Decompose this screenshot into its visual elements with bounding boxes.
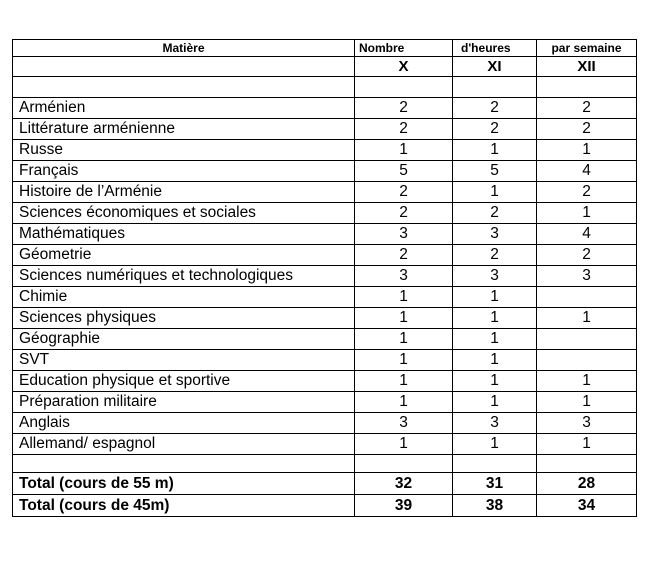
hours-cell-xi: 1 — [453, 350, 537, 371]
hours-header-word-1: Nombre — [355, 40, 453, 57]
total-cell-xi: 38 — [453, 495, 537, 517]
total-label: Total (cours de 55 m) — [13, 473, 355, 495]
hours-cell-xii: 1 — [537, 308, 637, 329]
hours-cell-xi: 1 — [453, 182, 537, 203]
table-row — [13, 203, 637, 224]
table-row — [13, 392, 637, 413]
subject-cell: Anglais — [13, 413, 355, 434]
hours-cell-xii: 1 — [537, 203, 637, 224]
total-cell-x: 32 — [355, 473, 453, 495]
hours-cell-xii: 4 — [537, 224, 637, 245]
grade-header-xii: XII — [537, 57, 637, 77]
total-row — [13, 473, 637, 495]
header-row-labels — [13, 40, 637, 57]
hours-header-word-3: par semaine — [537, 40, 637, 57]
hours-cell-xii: 1 — [537, 392, 637, 413]
hours-cell-xi: 1 — [453, 371, 537, 392]
hours-cell-xi: 1 — [453, 140, 537, 161]
hours-cell-xii: 2 — [537, 182, 637, 203]
total-cell-x: 39 — [355, 495, 453, 517]
spacer-cell — [355, 455, 453, 473]
hours-cell-xii: 4 — [537, 161, 637, 182]
subject-cell: Sciences physiques — [13, 308, 355, 329]
table-row — [13, 266, 637, 287]
hours-cell-xii: 2 — [537, 245, 637, 266]
total-label: Total (cours de 45m) — [13, 495, 355, 517]
subject-column-header: Matière — [13, 40, 355, 57]
header-row-grades — [13, 57, 637, 77]
subject-cell: Chimie — [13, 287, 355, 308]
subject-cell: Littérature arménienne — [13, 119, 355, 140]
hours-cell-xi: 1 — [453, 434, 537, 455]
hours-cell-x: 1 — [355, 329, 453, 350]
hours-cell-xi: 1 — [453, 308, 537, 329]
hours-cell-xi: 2 — [453, 245, 537, 266]
hours-cell-xii: 3 — [537, 413, 637, 434]
hours-cell-xi: 3 — [453, 413, 537, 434]
subject-cell: Français — [13, 161, 355, 182]
subject-cell: Géometrie — [13, 245, 355, 266]
subject-cell: SVT — [13, 350, 355, 371]
hours-header-word-2: d'heures — [453, 40, 537, 57]
total-cell-xii: 34 — [537, 495, 637, 517]
hours-cell-x: 2 — [355, 245, 453, 266]
spacer-cell — [537, 77, 637, 98]
subject-cell: Arménien — [13, 98, 355, 119]
table-row — [13, 434, 637, 455]
hours-cell-xi: 2 — [453, 119, 537, 140]
hours-cell-x: 2 — [355, 203, 453, 224]
hours-cell-xi: 3 — [453, 224, 537, 245]
hours-cell-x: 1 — [355, 371, 453, 392]
subject-cell: Sciences économiques et sociales — [13, 203, 355, 224]
hours-cell-xii — [537, 350, 637, 371]
table-row — [13, 140, 637, 161]
spacer-row — [13, 455, 637, 473]
hours-cell-x: 2 — [355, 119, 453, 140]
table-row — [13, 182, 637, 203]
table-row — [13, 350, 637, 371]
subject-cell: Histoire de l’Arménie — [13, 182, 355, 203]
subject-cell: Education physique et sportive — [13, 371, 355, 392]
subject-cell: Mathématiques — [13, 224, 355, 245]
total-cell-xi: 31 — [453, 473, 537, 495]
hours-cell-xii — [537, 287, 637, 308]
hours-cell-x: 1 — [355, 287, 453, 308]
hours-cell-xii: 1 — [537, 371, 637, 392]
hours-cell-x: 3 — [355, 413, 453, 434]
spacer-cell — [453, 77, 537, 98]
subject-cell: Allemand/ espagnol — [13, 434, 355, 455]
table-row — [13, 119, 637, 140]
total-row — [13, 495, 637, 517]
hours-cell-x: 3 — [355, 224, 453, 245]
hours-cell-x: 1 — [355, 350, 453, 371]
hours-cell-x: 5 — [355, 161, 453, 182]
hours-cell-xi: 1 — [453, 329, 537, 350]
spacer-cell — [13, 455, 355, 473]
hours-cell-x: 1 — [355, 140, 453, 161]
grade-header-xi: XI — [453, 57, 537, 77]
table-row — [13, 161, 637, 182]
subject-cell: Sciences numériques et technologiques — [13, 266, 355, 287]
hours-table — [12, 39, 637, 517]
subject-cell: Russe — [13, 140, 355, 161]
hours-cell-xi: 2 — [453, 203, 537, 224]
total-cell-xii: 28 — [537, 473, 637, 495]
spacer-cell — [13, 77, 355, 98]
hours-cell-xii: 2 — [537, 119, 637, 140]
table-row — [13, 98, 637, 119]
hours-cell-x: 2 — [355, 182, 453, 203]
table-row — [13, 371, 637, 392]
hours-cell-xi: 5 — [453, 161, 537, 182]
hours-cell-xi: 2 — [453, 98, 537, 119]
spacer-cell — [537, 455, 637, 473]
grade-header-x: X — [355, 57, 453, 77]
table-row — [13, 245, 637, 266]
hours-cell-x: 1 — [355, 434, 453, 455]
table-row — [13, 329, 637, 350]
hours-cell-x: 1 — [355, 392, 453, 413]
hours-cell-x: 3 — [355, 266, 453, 287]
table-row — [13, 287, 637, 308]
spacer-cell — [453, 455, 537, 473]
subject-cell: Géographie — [13, 329, 355, 350]
hours-cell-xii — [537, 329, 637, 350]
hours-cell-xii: 1 — [537, 434, 637, 455]
table-row — [13, 224, 637, 245]
grade-header-empty — [13, 57, 355, 77]
hours-cell-x: 2 — [355, 98, 453, 119]
hours-cell-xii: 2 — [537, 98, 637, 119]
spacer-row — [13, 77, 637, 98]
spacer-cell — [355, 77, 453, 98]
hours-cell-xii: 1 — [537, 140, 637, 161]
hours-cell-xi: 1 — [453, 392, 537, 413]
hours-cell-xii: 3 — [537, 266, 637, 287]
subject-cell: Préparation militaire — [13, 392, 355, 413]
hours-cell-xi: 3 — [453, 266, 537, 287]
hours-cell-xi: 1 — [453, 287, 537, 308]
table-row — [13, 308, 637, 329]
table-row — [13, 413, 637, 434]
hours-cell-x: 1 — [355, 308, 453, 329]
